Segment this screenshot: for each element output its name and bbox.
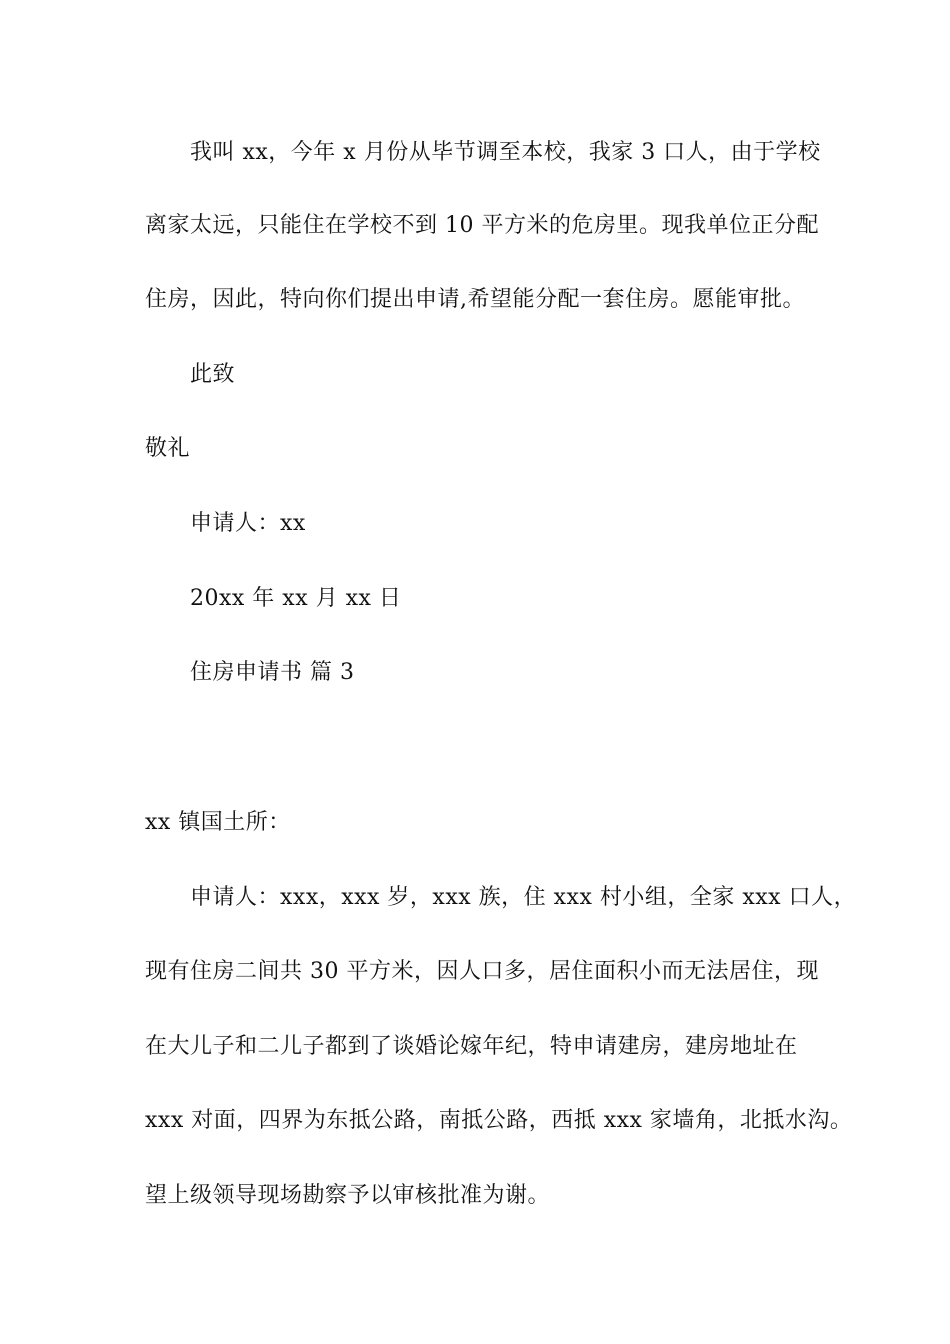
letter1-date: 20xx 年 xx 月 xx 日 xyxy=(190,586,402,611)
closing-regards: 敬礼 xyxy=(145,436,191,461)
letter1-paragraph-line-3: 住房，因此，特向你们提出申请,希望能分配一套住房。愿能审批。 xyxy=(145,287,805,312)
letter2-paragraph-line-2: 现有住房二间共 30 平方米，因人口多，居住面积小而无法居住，现 xyxy=(145,959,819,984)
letter2-paragraph-line-3: 在大儿子和二儿子都到了谈婚论嫁年纪，特申请建房，建房地址在 xyxy=(145,1034,798,1059)
letter2-paragraph-line-1: 申请人：xxx，xxx 岁，xxx 族，住 xxx 村小组，全家 xxx 口人， xyxy=(190,885,857,910)
closing-salutation: 此致 xyxy=(190,362,236,387)
applicant-signature: 申请人：xx xyxy=(190,511,306,536)
section-title: 住房申请书 篇 3 xyxy=(190,660,355,685)
letter2-paragraph-line-5: 望上级领导现场勘察予以审核批准为谢。 xyxy=(145,1183,551,1208)
letter2-addressee: xx 镇国土所： xyxy=(145,810,291,835)
letter1-paragraph-line-2: 离家太远，只能住在学校不到 10 平方米的危房里。现我单位正分配 xyxy=(145,213,819,238)
letter2-paragraph-line-4: xxx 对面，四界为东抵公路，南抵公路，西抵 xxx 家墙角，北抵水沟。 xyxy=(145,1108,853,1133)
letter1-paragraph-line-1: 我叫 xx，今年 x 月份从毕节调至本校，我家 3 口人，由于学校 xyxy=(190,140,821,165)
